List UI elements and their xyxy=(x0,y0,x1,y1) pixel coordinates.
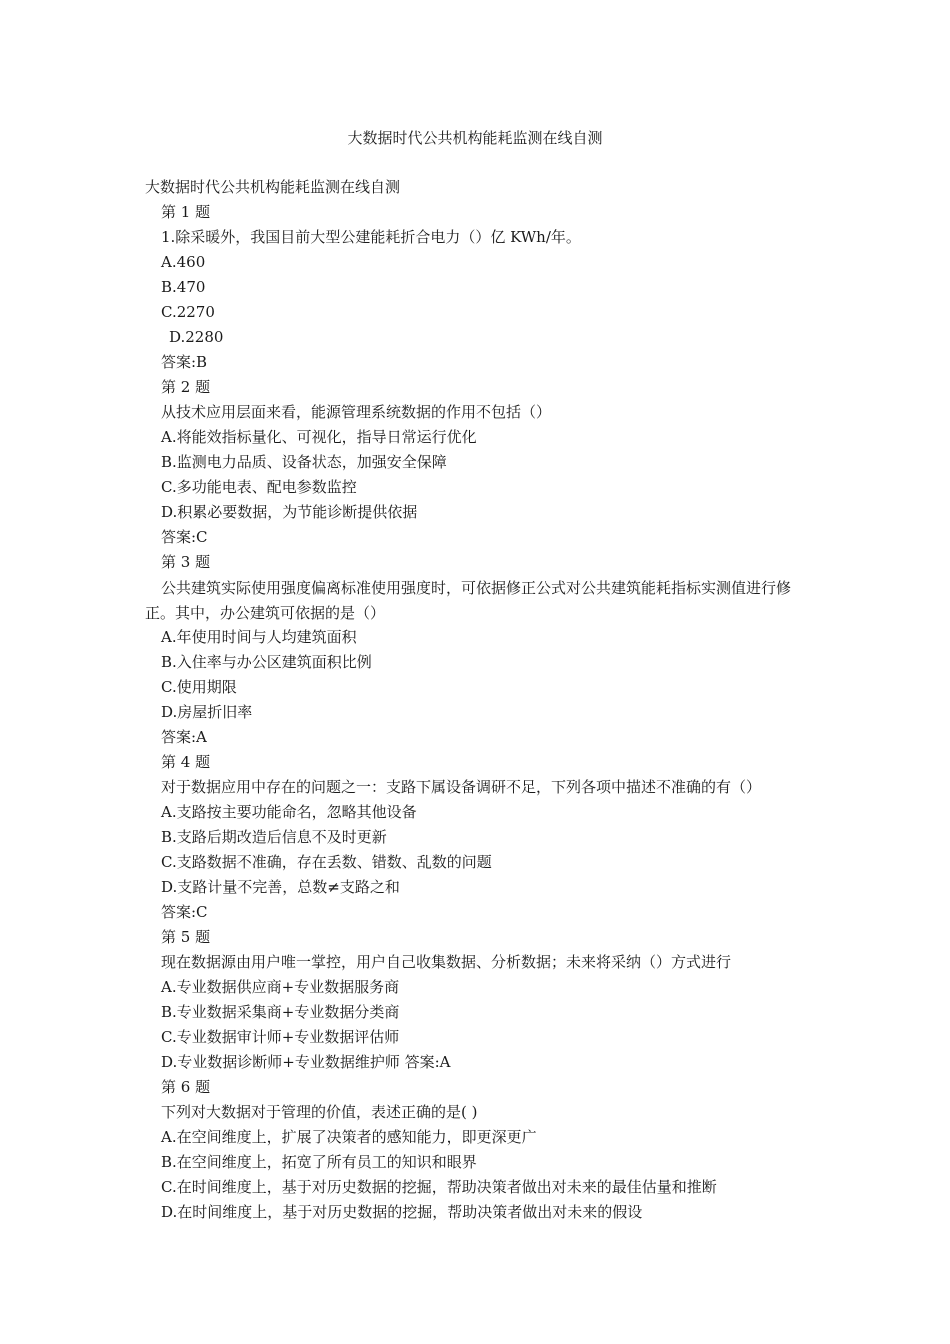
question-heading: 第 1 题 xyxy=(161,203,211,221)
question-text: 1.除采暖外，我国目前大型公建能耗折合电力（）亿 KWh/年。 xyxy=(161,228,581,246)
option-b: B.监测电力品质、设备状态，加强安全保障 xyxy=(161,453,447,471)
option-a: A.将能效指标量化、可视化，指导日常运行优化 xyxy=(161,428,477,446)
option-d: D.支路计量不完善，总数≠支路之和 xyxy=(161,878,400,896)
answer: 答案:A xyxy=(161,728,207,746)
question-text: 对于数据应用中存在的问题之一：支路下属设备调研不足，下列各项中描述不准确的有（） xyxy=(161,778,762,796)
question-4 xyxy=(145,751,825,926)
answer: 答案:C xyxy=(161,528,208,546)
question-3 xyxy=(145,551,825,751)
answer: 答案:C xyxy=(161,903,208,921)
option-a: A.专业数据供应商+专业数据服务商 xyxy=(161,978,400,996)
question-1 xyxy=(145,201,825,376)
question-text: 从技术应用层面来看，能源管理系统数据的作用不包括（） xyxy=(161,403,552,421)
page-title: 大数据时代公共机构能耗监测在线自测 xyxy=(347,129,603,147)
option-b: B.在空间维度上，拓宽了所有员工的知识和眼界 xyxy=(161,1153,477,1171)
option-b: B.470 xyxy=(161,278,206,296)
question-2 xyxy=(145,376,825,551)
option-d: D.房屋折旧率 xyxy=(161,703,253,721)
option-a: A.460 xyxy=(161,253,206,271)
option-d-with-answer xyxy=(145,1051,825,1076)
question-6 xyxy=(145,1076,825,1226)
question-text: 现在数据源由用户唯一掌控，用户自己收集数据、分析数据；未来将采纳（）方式进行 xyxy=(161,953,732,971)
option-d: D.积累必要数据，为节能诊断提供依据 xyxy=(161,503,418,521)
option-c: C.在时间维度上，基于对历史数据的挖掘，帮助决策者做出对未来的最佳估量和推断 xyxy=(161,1178,717,1196)
question-heading: 第 6 题 xyxy=(161,1078,211,1096)
question-text: 下列对大数据对于管理的价值，表述正确的是( ) xyxy=(161,1103,478,1121)
question-heading: 第 5 题 xyxy=(161,928,211,946)
document-subtitle: 大数据时代公共机构能耗监测在线自测 xyxy=(145,178,401,196)
option-c: C.专业数据审计师+专业数据评估师 xyxy=(161,1028,400,1046)
option-b: B.入住率与办公区建筑面积比例 xyxy=(161,653,372,671)
question-heading: 第 4 题 xyxy=(161,753,211,771)
option-c: C.2270 xyxy=(161,303,215,321)
option-b: B.专业数据采集商+专业数据分类商 xyxy=(161,1003,400,1021)
option-a: A.年使用时间与人均建筑面积 xyxy=(161,628,357,646)
option-c: C.使用期限 xyxy=(161,678,237,696)
document-body xyxy=(145,176,825,1226)
answer: 答案:A xyxy=(404,1053,451,1071)
option-d: D.2280 xyxy=(169,328,224,346)
question-5 xyxy=(145,926,825,1076)
question-heading: 第 3 题 xyxy=(161,553,211,571)
question-text: 公共建筑实际使用强度偏离标准使用强度时，可依据修正公式对公共建筑能耗指标实测值进行修正。其中，办公建筑可依据的是（） xyxy=(145,579,792,622)
option-b: B.支路后期改造后信息不及时更新 xyxy=(161,828,387,846)
option-d: D.在时间维度上，基于对历史数据的挖掘，帮助决策者做出对未来的假设 xyxy=(161,1203,643,1221)
option-c: C.支路数据不准确，存在丢数、错数、乱数的问题 xyxy=(161,853,492,871)
answer: 答案:B xyxy=(161,353,208,371)
option-c: C.多功能电表、配电参数监控 xyxy=(161,478,357,496)
question-heading: 第 2 题 xyxy=(161,378,211,396)
option-a: A.在空间维度上，扩展了决策者的感知能力，即更深更广 xyxy=(161,1128,537,1146)
option-d: D.专业数据诊断师+专业数据维护师 xyxy=(161,1053,400,1071)
option-a: A.支路按主要功能命名，忽略其他设备 xyxy=(161,803,417,821)
